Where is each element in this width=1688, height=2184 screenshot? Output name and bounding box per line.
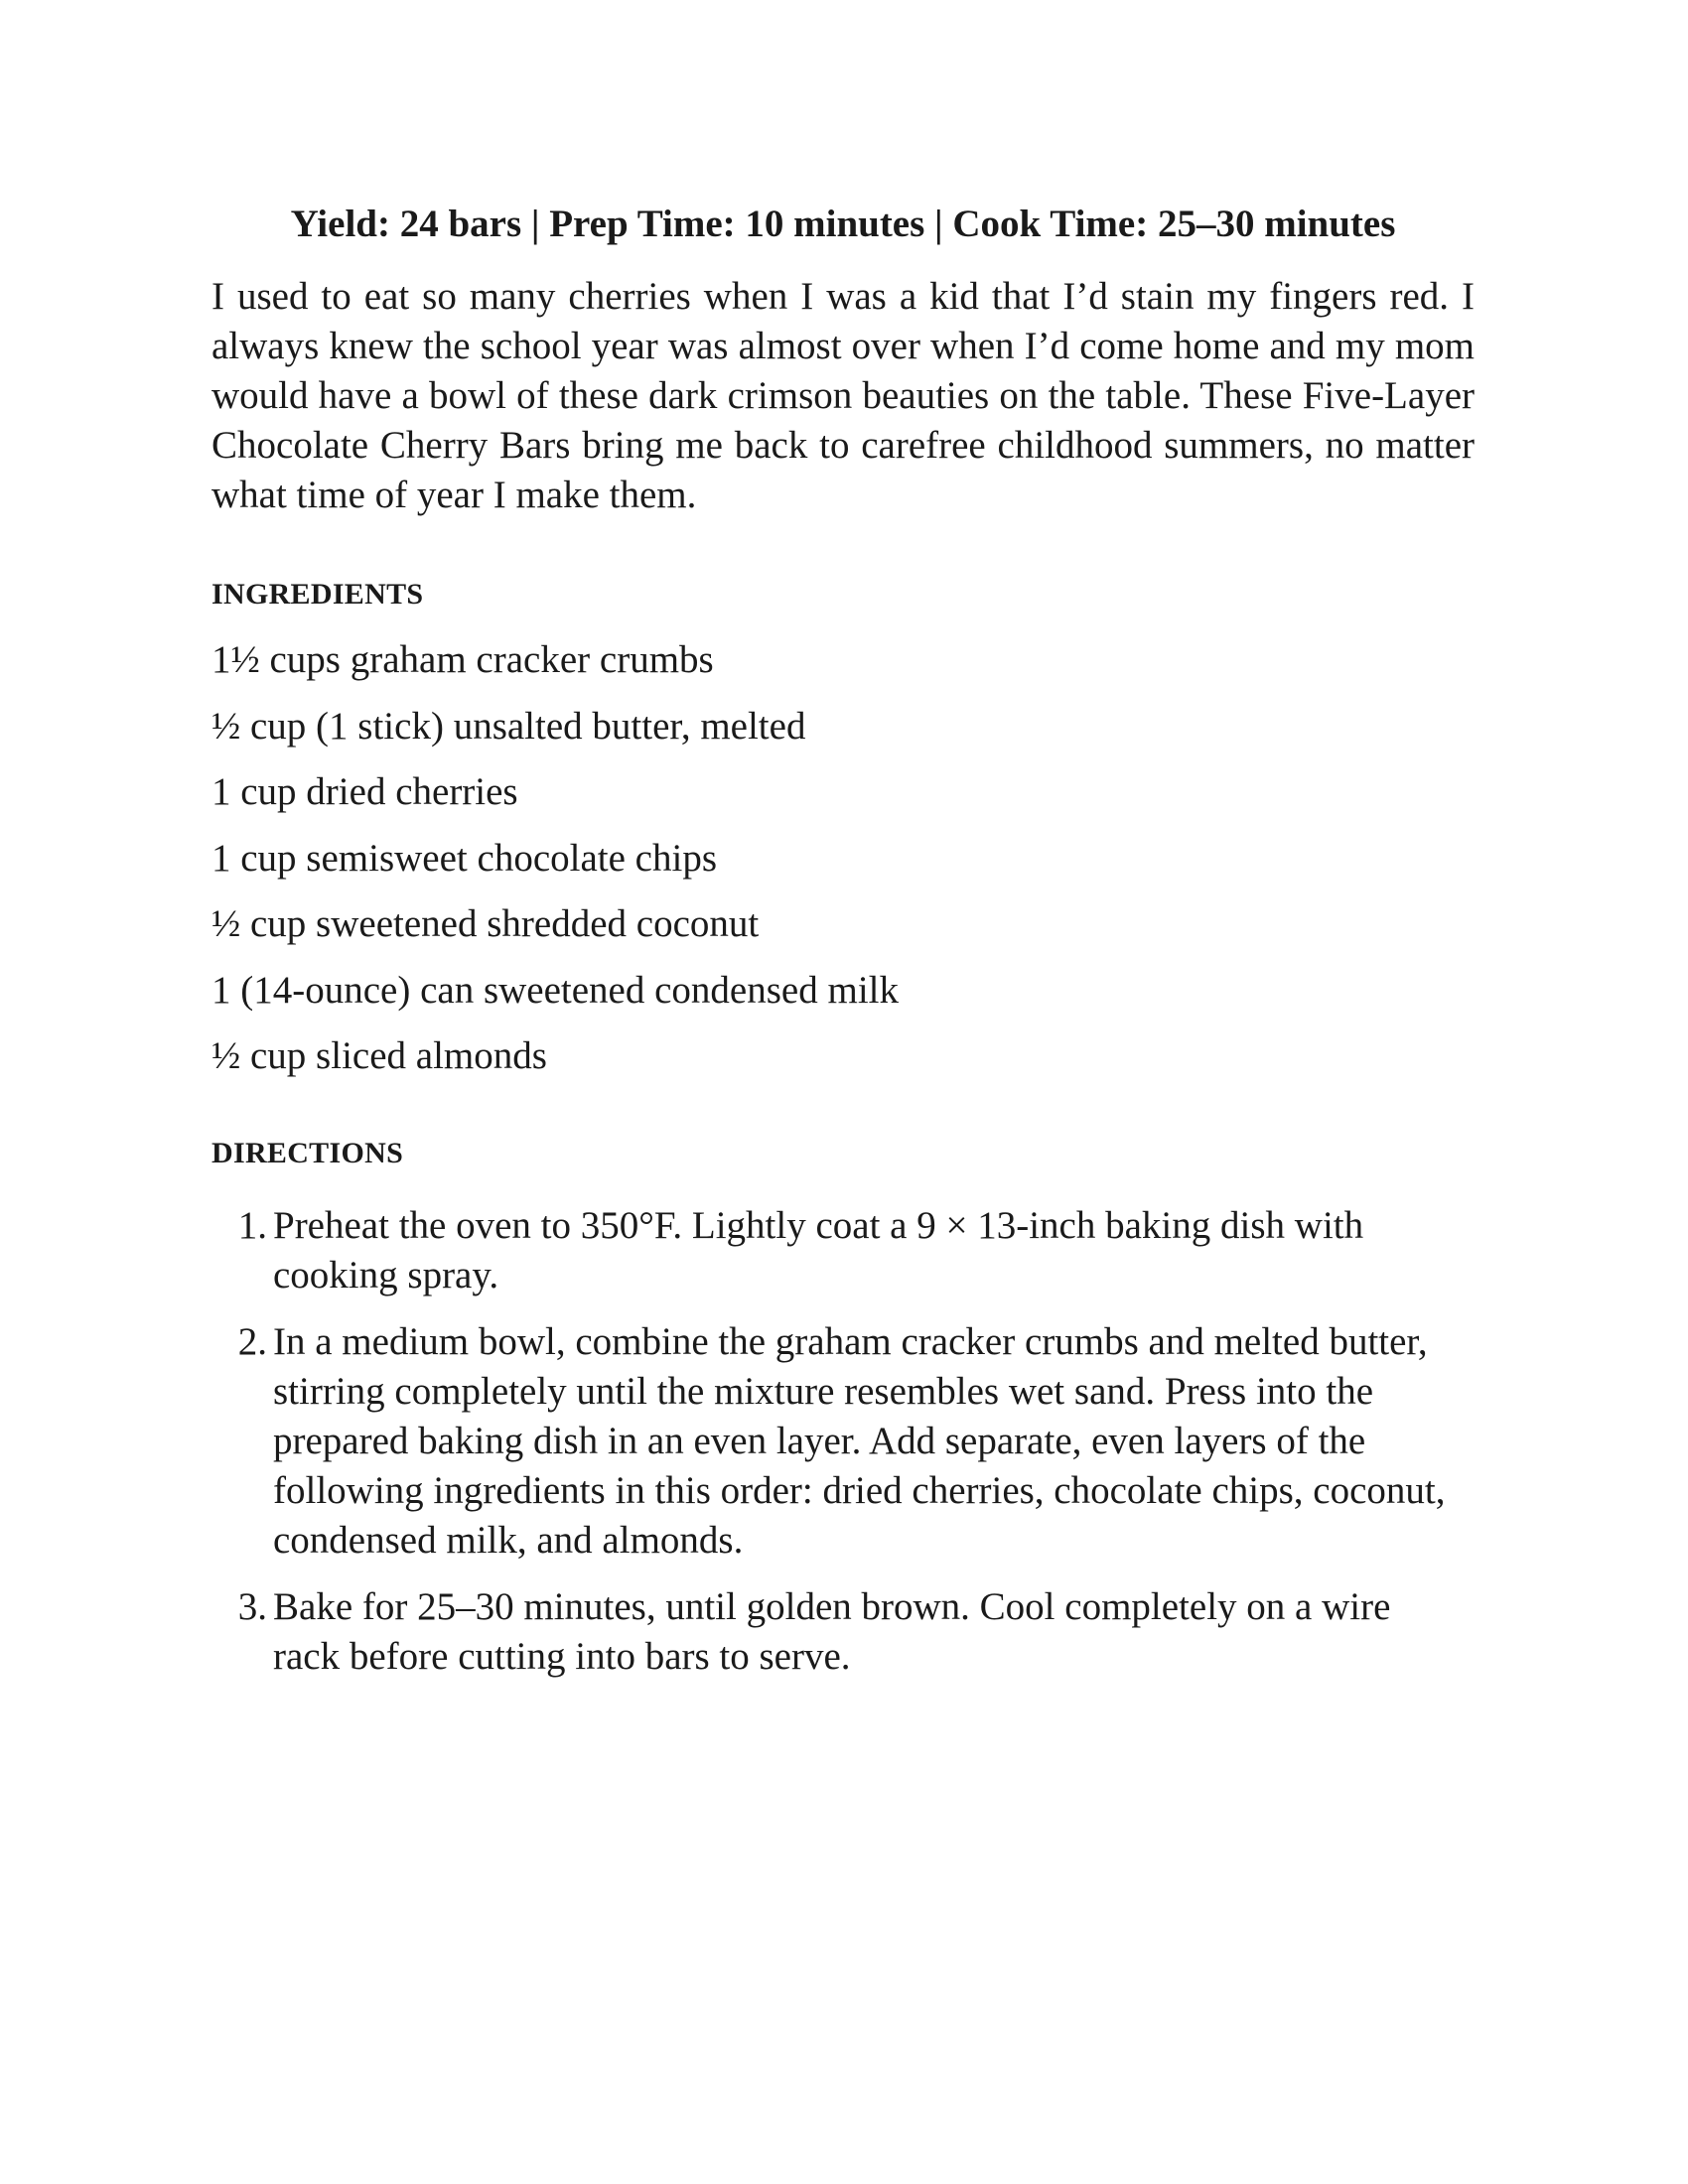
step-text: Bake for 25–30 minutes, until golden brown. Cool completely on a wire rack before cutting into bars to serve. [273,1585,1391,1678]
ingredient-item: 1 cup dried cherries [211,770,518,813]
ingredient-item: ½ cup (1 stick) unsalted butter, melted [211,704,806,748]
ingredient-item: 1 cup semisweet chocolate chips [211,836,717,880]
recipe-meta-line: Yield: 24 bars | Prep Time: 10 minutes | Cook Time: 25–30 minutes [290,203,1396,245]
directions-heading: DIRECTIONS [211,1137,404,1169]
ingredient-item: 1½ cups graham cracker crumbs [211,638,714,681]
ingredient-item: ½ cup sweetened shredded coconut [211,902,760,945]
recipe-intro: I used to eat so many cherries when I was a kid that I’d stain my fingers red. I always knew the school year was almost over when I’d come home and my mom would have a bowl of these dark crimson beauties on the table. These Five-Layer Chocolate Cherry Bars bring me back to carefree childhood summers, no matter what time of year I make them. [211,275,1475,516]
step-text: In a medium bowl, combine the graham cracker crumbs and melted butter, stirring completely until the mixture resembles wet sand. Press into the prepared baking dish in an even layer. Add separate, even layers of the following ingredients in this order: dried cherries, chocolate chips, coconut, condensed milk, and almonds. [273,1320,1446,1562]
ingredient-item: ½ cup sliced almonds [211,1034,547,1077]
ingredient-item: 1 (14-ounce) can sweetened condensed milk [211,968,899,1012]
recipe-page [211,195,1475,1699]
step-text: Preheat the oven to 350°F. Lightly coat a 9 × 13-inch baking dish with cooking spray. [273,1204,1364,1297]
direction-step [237,1582,1475,1682]
ingredients-heading: INGREDIENTS [211,578,424,611]
ingredients-list [211,637,1475,1079]
direction-step [237,1317,1475,1566]
step-number: 1. [237,1204,267,1247]
step-number: 3. [237,1585,267,1628]
direction-step [237,1201,1475,1300]
step-number: 2. [237,1320,267,1363]
directions-list [211,1201,1475,1682]
